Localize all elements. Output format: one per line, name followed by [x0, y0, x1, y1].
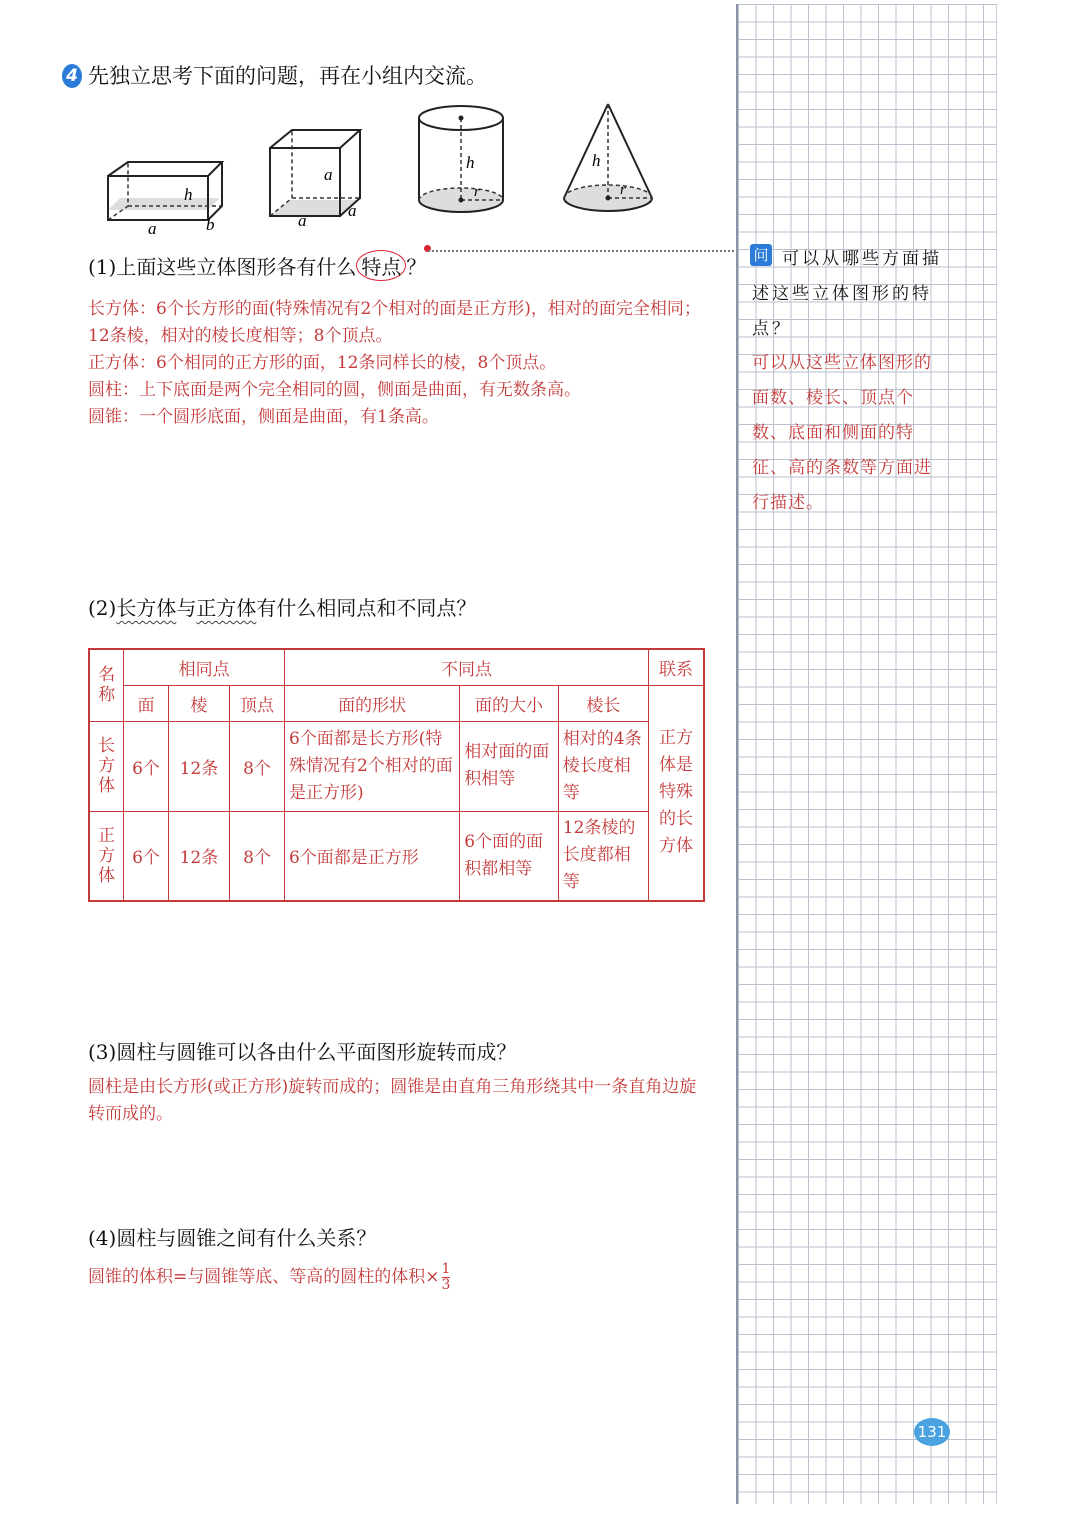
- row-edge-length: 相对的4条棱长度相等: [558, 721, 648, 811]
- part1-question: [88, 250, 426, 281]
- sidenote-answer: 可以从这些立体图形的面数、棱长、顶点个数、底面和侧面的特征、高的条数等方面进行描述。: [752, 353, 932, 513]
- part1-q-keyword: 特点: [356, 250, 406, 281]
- answer-cone: 圆锥：一个圆形底面，侧面是曲面，有1条高。: [88, 407, 439, 427]
- part1-q-suffix: ？: [406, 255, 427, 279]
- cone-figure: [560, 100, 660, 225]
- header-name: 名称: [89, 649, 124, 721]
- answer-cylinder: 圆柱：上下底面是两个完全相同的圆，侧面是曲面，有无数条高。: [88, 380, 581, 400]
- part3-question: (3)圆柱与圆锥可以各由什么平面图形旋转而成？: [88, 1040, 517, 1064]
- header-vertices: 顶点: [230, 685, 285, 721]
- row-vertices: 8个: [230, 721, 285, 811]
- label-a-bottom: a: [298, 211, 307, 230]
- row-face-size: 相对面的面积相等: [460, 721, 559, 811]
- label-a: a: [148, 219, 157, 235]
- header-edge-length: 棱长: [558, 685, 648, 721]
- part2-q-suffix: 有什么相同点和不同点？: [256, 596, 477, 620]
- cylinder-figure: [414, 100, 514, 225]
- part1-q-prefix: (1)上面这些立体图形各有什么: [88, 255, 357, 279]
- fraction-one-third: [442, 1262, 451, 1293]
- label-r-cyl: r: [474, 184, 480, 200]
- row-edge-length: 12条棱的长度都相等: [558, 811, 648, 901]
- answer-cube: 正方体：6个相同的正方形的面，12条同样长的棱，8个顶点。: [88, 353, 557, 373]
- row-edges: 12条: [168, 811, 229, 901]
- header-same: 相同点: [124, 649, 285, 685]
- sidenote-question: 可以从哪些方面描述这些立体图形的特点？: [752, 249, 942, 339]
- row-face-size: 6个面的面积都相等: [460, 811, 559, 901]
- part4-answer: [88, 1262, 450, 1293]
- answer-cuboid: 长方体：6个长方形的面(特殊情况有2个相对的面是正方形)，相对的面完全相同；12条棱，相对的棱长度相等；8个顶点。: [88, 299, 701, 346]
- row-name: 正方体: [89, 811, 124, 901]
- row-edges: 12条: [168, 721, 229, 811]
- label-b: b: [206, 215, 215, 234]
- cube-figure: [262, 100, 372, 230]
- label-h-cone: h: [592, 151, 601, 170]
- cuboid-figure: [96, 100, 236, 235]
- label-h-cyl: h: [466, 153, 475, 172]
- grid-margin: [736, 4, 997, 1504]
- part2-q-word-cuboid: 长方体: [116, 596, 177, 620]
- part2-q-word-cube: 正方体: [196, 596, 257, 620]
- part4-answer-text: 圆锥的体积=与圆锥等底、等高的圆柱的体积×: [88, 1267, 440, 1287]
- part2-q-mid: 与: [176, 596, 197, 620]
- row-vertices: 8个: [230, 811, 285, 901]
- fraction-numerator: 1: [441, 1261, 451, 1277]
- part3-answer: 圆柱是由长方形(或正方形)旋转而成的；圆锥是由直角三角形绕其中一条直角边旋转而成的。: [88, 1077, 697, 1124]
- label-a-depth: a: [348, 201, 357, 220]
- question-icon: 问: [750, 244, 772, 266]
- label-h: h: [184, 185, 193, 204]
- table-row: [89, 721, 704, 811]
- table-row: [89, 811, 704, 901]
- page-number: 131: [914, 1418, 950, 1446]
- part4-question: (4)圆柱与圆锥之间有什么关系？: [88, 1226, 377, 1250]
- header-face-size: 面的大小: [460, 685, 559, 721]
- header-face-shape: 面的形状: [284, 685, 459, 721]
- label-r-cone: r: [620, 182, 626, 198]
- fraction-denominator: 3: [441, 1277, 451, 1293]
- header-faces: 面: [124, 685, 169, 721]
- relation-cell: 正方体是特殊的长方体: [648, 685, 704, 901]
- header-diff: 不同点: [284, 649, 648, 685]
- row-face-shape: 6个面都是正方形: [284, 811, 459, 901]
- question-number-badge: 4: [62, 64, 82, 88]
- part1-answers: [88, 296, 708, 431]
- header-edges: 棱: [168, 685, 229, 721]
- row-faces: 6个: [124, 811, 169, 901]
- question-title: 先独立思考下面的问题，再在小组内交流。: [88, 64, 487, 88]
- label-a-side: a: [324, 165, 333, 184]
- part2-question: [88, 592, 476, 621]
- connector-line: [428, 250, 746, 252]
- row-face-shape: 6个面都是长方形(特殊情况有2个相对的面是正方形): [284, 721, 459, 811]
- row-name: 长方体: [89, 721, 124, 811]
- part2-q-prefix: (2): [88, 596, 117, 620]
- row-faces: 6个: [124, 721, 169, 811]
- header-relation: 联系: [648, 649, 704, 685]
- comparison-table: [88, 648, 705, 902]
